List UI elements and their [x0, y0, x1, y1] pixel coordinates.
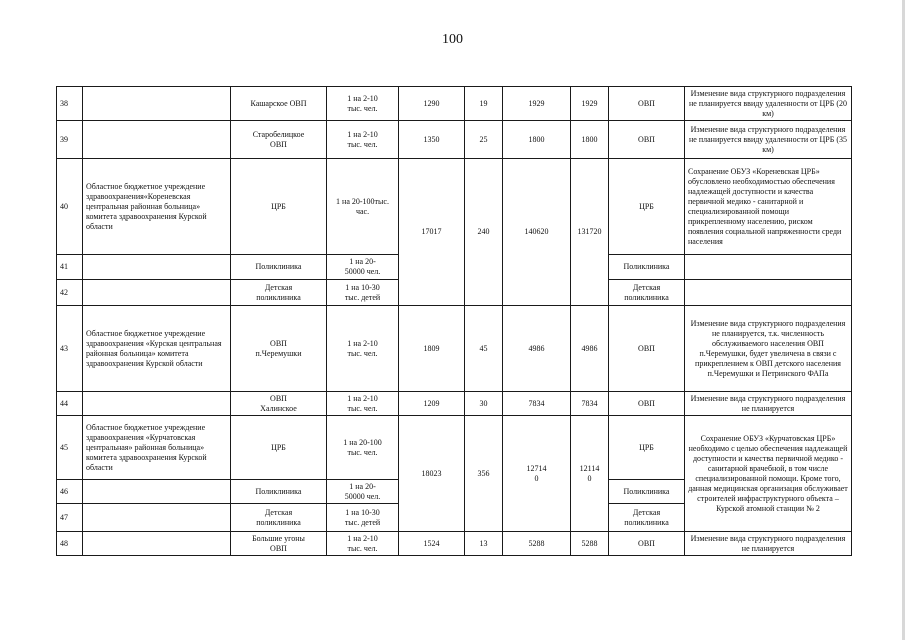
population-cell: 17017 [399, 159, 465, 306]
capacity-cell: 1 на 10-30 тыс. детей [327, 504, 399, 532]
organization-cell [83, 87, 231, 121]
row-number: 39 [57, 121, 83, 159]
capacity-cell: 1 на 20-100 тыс. чел. [327, 416, 399, 480]
structure-cell: ОВП Халинское [231, 392, 327, 416]
row-number: 40 [57, 159, 83, 255]
row-number: 42 [57, 280, 83, 306]
organization-cell [83, 480, 231, 504]
note-cell: Изменение вида структурного подразделения не планируется, т.к. численность обслуживаемого населения ОВП п.Черемушки, будет увеличена в связи с прикреплением к ОВП детского населения п.Черемушки и Петринского ФАПа [685, 306, 852, 392]
capacity-cell: 1 на 20-100тыс. час. [327, 159, 399, 255]
row-number: 48 [57, 532, 83, 556]
value-a-cell: 1929 [503, 87, 571, 121]
population-cell: 1209 [399, 392, 465, 416]
table-row [57, 532, 852, 556]
structure-cell: Поликлиника [231, 255, 327, 280]
structure-cell: ОВП п.Черемушки [231, 306, 327, 392]
value-b-cell: 131720 [571, 159, 609, 306]
new-structure-cell: ОВП [609, 532, 685, 556]
value-a-cell: 12714 0 [503, 416, 571, 532]
row-number: 47 [57, 504, 83, 532]
note-cell [685, 280, 852, 306]
population-cell: 18023 [399, 416, 465, 532]
distance-cell: 19 [465, 87, 503, 121]
capacity-cell: 1 на 20- 50000 чел. [327, 255, 399, 280]
table-row [57, 392, 852, 416]
row-number: 38 [57, 87, 83, 121]
note-cell: Изменение вида структурного подразделения не планируется [685, 392, 852, 416]
note-cell: Изменение вида структурного подразделения не планируется ввиду удаленности от ЦРБ (20 км) [685, 87, 852, 121]
new-structure-cell: Детская поликлиника [609, 504, 685, 532]
structure-cell: ЦРБ [231, 159, 327, 255]
capacity-cell: 1 на 2-10 тыс. чел. [327, 87, 399, 121]
new-structure-cell: ЦРБ [609, 416, 685, 480]
structure-cell: Кашарское ОВП [231, 87, 327, 121]
table-row [57, 416, 852, 480]
distance-cell: 240 [465, 159, 503, 306]
new-structure-cell: Поликлиника [609, 255, 685, 280]
capacity-cell: 1 на 2-10 тыс. чел. [327, 306, 399, 392]
structure-cell: Детская поликлиника [231, 280, 327, 306]
note-cell: Изменение вида структурного подразделения не планируется ввиду удаленности от ЦРБ (35 км) [685, 121, 852, 159]
row-number: 43 [57, 306, 83, 392]
value-b-cell: 1929 [571, 87, 609, 121]
new-structure-cell: Поликлиника [609, 480, 685, 504]
table-row [57, 87, 852, 121]
new-structure-cell: ОВП [609, 121, 685, 159]
table-row [57, 159, 852, 255]
note-cell [685, 255, 852, 280]
structure-cell: Старобелицкое ОВП [231, 121, 327, 159]
capacity-cell: 1 на 2-10 тыс. чел. [327, 392, 399, 416]
organization-cell [83, 121, 231, 159]
new-structure-cell: ОВП [609, 392, 685, 416]
value-b-cell: 1800 [571, 121, 609, 159]
note-cell: Сохранение ОБУЗ «Кореневская ЦРБ» обусловлено необходимостью обеспечения надлежащей доступности и качества первичной медико - санитарной и специализированной помощи прикрепленному населению, риском появления социальной напряженности среди населения [685, 159, 852, 255]
capacity-cell: 1 на 10-30 тыс. детей [327, 280, 399, 306]
structure-cell: Большие угоны ОВП [231, 532, 327, 556]
value-b-cell: 7834 [571, 392, 609, 416]
row-number: 41 [57, 255, 83, 280]
capacity-cell: 1 на 20- 50000 чел. [327, 480, 399, 504]
distance-cell: 13 [465, 532, 503, 556]
row-number: 45 [57, 416, 83, 480]
organization-cell [83, 392, 231, 416]
value-a-cell: 1800 [503, 121, 571, 159]
population-cell: 1809 [399, 306, 465, 392]
note-cell: Сохранение ОБУЗ «Курчатовская ЦРБ» необходимо с целью обеспечения надлежащей доступности и качества первичной медико - санитарной врачебной, в том числе специализированной помощи. Кроме того, данная медицинская организация обслуживает строителей инфраструктурного объекта – Курской атомной станции № 2 [685, 416, 852, 532]
page-number: 100 [442, 32, 463, 47]
organization-cell: Областное бюджетное учреждение здравоохранения «Курчатовская центральная» районная больница» комитета здравоохранения Курской области [83, 416, 231, 480]
organization-cell [83, 280, 231, 306]
distance-cell: 30 [465, 392, 503, 416]
distance-cell: 45 [465, 306, 503, 392]
organization-cell [83, 504, 231, 532]
table-row [57, 121, 852, 159]
value-a-cell: 5288 [503, 532, 571, 556]
value-a-cell: 4986 [503, 306, 571, 392]
structure-cell: Детская поликлиника [231, 504, 327, 532]
population-cell: 1524 [399, 532, 465, 556]
capacity-cell: 1 на 2-10 тыс. чел. [327, 121, 399, 159]
note-cell: Изменение вида структурного подразделения не планируется [685, 532, 852, 556]
row-number: 46 [57, 480, 83, 504]
organization-cell: Областное бюджетное учреждение здравоохранения «Курская центральная районная больница» комитета здравоохранения Курской области [83, 306, 231, 392]
value-b-cell: 5288 [571, 532, 609, 556]
structure-cell: Поликлиника [231, 480, 327, 504]
population-cell: 1350 [399, 121, 465, 159]
facilities-table [56, 86, 852, 556]
organization-cell: Областное бюджетное учреждение здравоохранения«Кореневская центральная районная больница» комитета здравоохранения Курской области [83, 159, 231, 255]
distance-cell: 356 [465, 416, 503, 532]
value-b-cell: 4986 [571, 306, 609, 392]
capacity-cell: 1 на 2-10 тыс. чел. [327, 532, 399, 556]
population-cell: 1290 [399, 87, 465, 121]
distance-cell: 25 [465, 121, 503, 159]
new-structure-cell: ЦРБ [609, 159, 685, 255]
value-b-cell: 12114 0 [571, 416, 609, 532]
new-structure-cell: ОВП [609, 306, 685, 392]
new-structure-cell: Детская поликлиника [609, 280, 685, 306]
organization-cell [83, 255, 231, 280]
value-a-cell: 140620 [503, 159, 571, 306]
table-row [57, 306, 852, 392]
row-number: 44 [57, 392, 83, 416]
structure-cell: ЦРБ [231, 416, 327, 480]
value-a-cell: 7834 [503, 392, 571, 416]
organization-cell [83, 532, 231, 556]
new-structure-cell: ОВП [609, 87, 685, 121]
